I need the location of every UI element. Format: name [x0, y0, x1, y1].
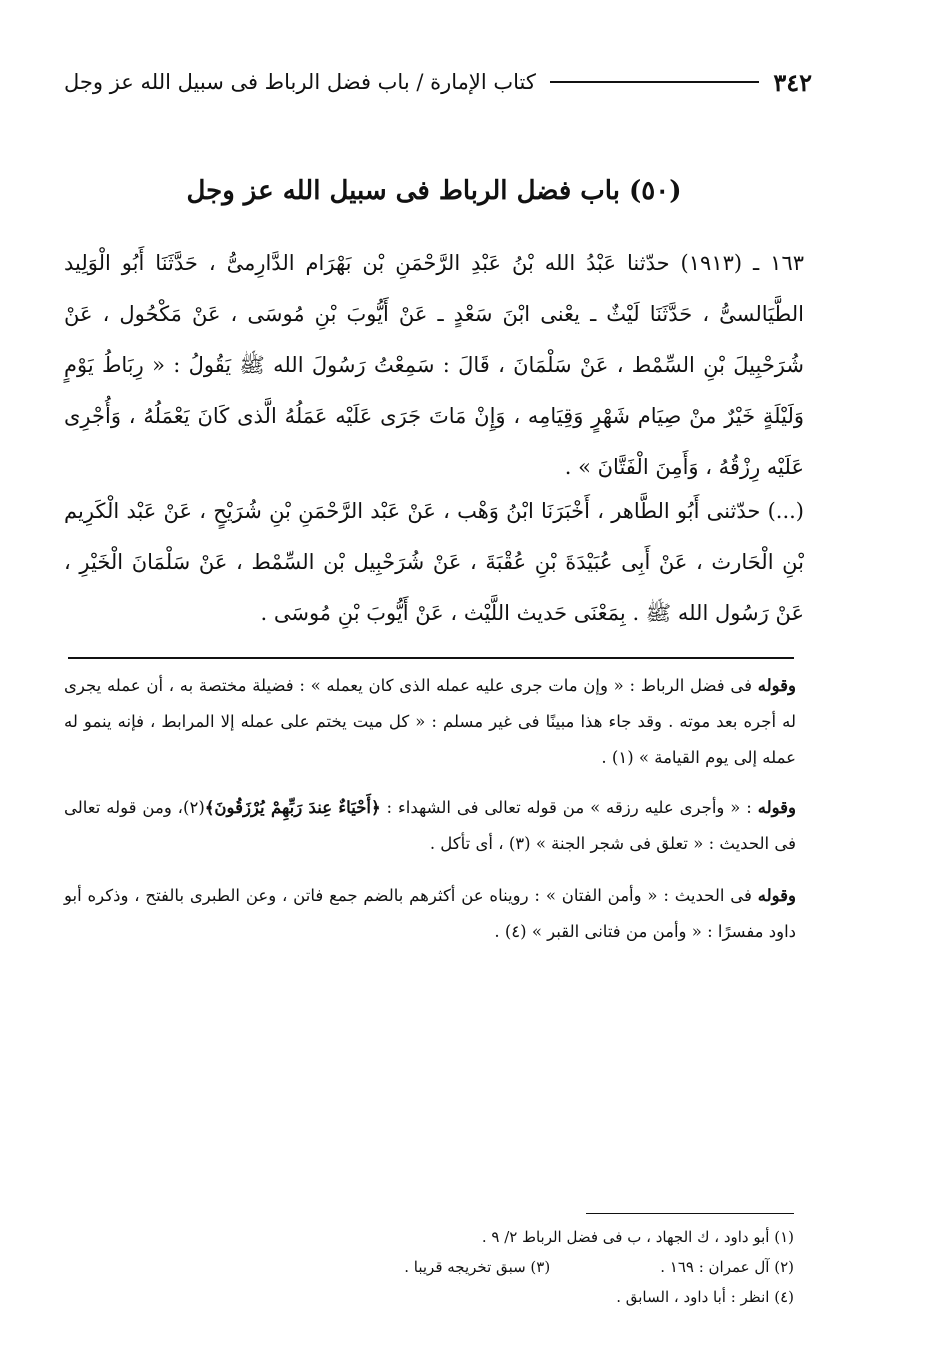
- running-title: كتاب الإمارة / باب فضل الرباط فى سبيل الله عز وجل: [64, 70, 536, 94]
- hadith-text: ١٦٣ ـ (١٩١٣) حدّثنا عَبْدُ الله بْنُ عَبْدِ الرَّحْمَنِ بْن بَهْرَام الدَّارِمىُّ ، حَدَّثَنَا أَبُو الْوَلِيد الطَّيَالسىُّ ، حَدَّثَنَا لَيْثٌ ـ يعْنى ابْنَ سَعْدٍ ـ عَنْ أَيُّوبَ بْنِ مُوسَى ، عَنْ مَكْحُول ، عَنْ شُرَحْبِيلَ بْنِ السِّمْط ، عَنْ سَلْمَانَ ، قَالَ : سَمِعْتُ رَسُولَ الله ﷺ يَقُولُ : « رِبَاطُ يَوْمٍ وَلَيْلَةٍ خَيْرٌ منْ صِيَام شَهْرٍ وَقِيَامِه ، وَإِنْ مَاتَ جَرَى عَلَيْه عَمَلُهُ الَّذى كَانَ يَعْمَلُهُ ، وَأُجْرِى عَلَيْه رِزْقُهُ ، وَأَمِنَ الْفَتَّانَ » .: [64, 251, 805, 479]
- quran-quote: ﴿أَحْيَاءٌ عِندَ رَبِّهِمْ يُرْزَقُونَ﴾: [204, 798, 381, 817]
- page-number: ٣٤٢: [773, 67, 812, 97]
- commentary-lead: وقوله: [757, 798, 796, 817]
- commentary-text: : « وأجرى عليه رزقه » من قوله تعالى فى الشهداء :: [386, 798, 752, 817]
- commentary-text: فى فضل الرباط : « وإن مات جرى عليه عمله الذى كان يعمله » : فضيلة مختصة به ، أن عمله يجرى له أجره بعد موته . وقد جاء هذا مبينًا فى غير مسلم : « كل ميت يختم على عمله إلا المرابط ، فإنه ينمو له عمله إلى يوم القيامة » (١) .: [64, 676, 796, 767]
- section-divider: [68, 657, 794, 659]
- footnote: (٤) انظر : أبا داود ، السابق .: [616, 1288, 794, 1306]
- chapter-title: (٥٠) باب فضل الرباط فى سبيل الله عز وجل: [186, 176, 682, 206]
- header-rule: [550, 81, 759, 83]
- footnote: (٣) سبق تخريجه قريبا .: [404, 1258, 551, 1276]
- commentary-paragraph: [64, 668, 796, 776]
- running-header: [64, 64, 812, 100]
- footnote-row: [250, 1222, 794, 1252]
- commentary-text: (٢)، ومن قوله تعالى فى الحديث : « تعلق فى شجر الجنة » (٣) ، أى تأكل .: [64, 798, 796, 853]
- commentary-paragraph: [64, 790, 796, 862]
- commentary-lead: وقوله: [757, 886, 796, 905]
- footnote: (٢) آل عمران : ١٦٩ .: [660, 1258, 794, 1276]
- commentary-lead: وقوله: [757, 676, 796, 695]
- footnote-divider: [586, 1213, 794, 1214]
- footnotes: [250, 1222, 794, 1312]
- footnote: (١) أبو داود ، ك الجهاد ، ب فى فضل الرباط ٢/ ٩ .: [481, 1228, 794, 1246]
- footnote-row: [250, 1282, 794, 1312]
- commentary-paragraph: [64, 878, 796, 950]
- hadith-chain-text: (...) حدّثنى أَبُو الطَّاهر ، أَخْبَرَنَا ابْنُ وَهْب ، عَنْ عَبْد الرَّحْمَنِ بْنِ شُرَيْحٍ ، عَنْ عَبْد الْكَرِيم بْنِ الْحَارث ، عَنْ أَبِى عُبَيْدَةَ بْنِ عُقْبَةَ ، عَنْ شُرَحْبِيل بْن السِّمْط ، عَنْ سَلْمَانَ الْخَيْرِ ، عَنْ رَسُول الله ﷺ . بِمَعْنَى حَديث اللَّيْث ، عَنْ أَيُّوبَ بْنِ مُوسَى .: [64, 499, 804, 625]
- footnote-row: [250, 1252, 794, 1282]
- commentary-text: فى الحديث : « وأمن الفتان » : رويناه عن أكثرهم بالضم جمع فاتن ، وعن الطبرى بالفتح ، وذكره أبو داود مفسرًا : « وأمن من فتانى القبر » (٤) .: [64, 886, 796, 941]
